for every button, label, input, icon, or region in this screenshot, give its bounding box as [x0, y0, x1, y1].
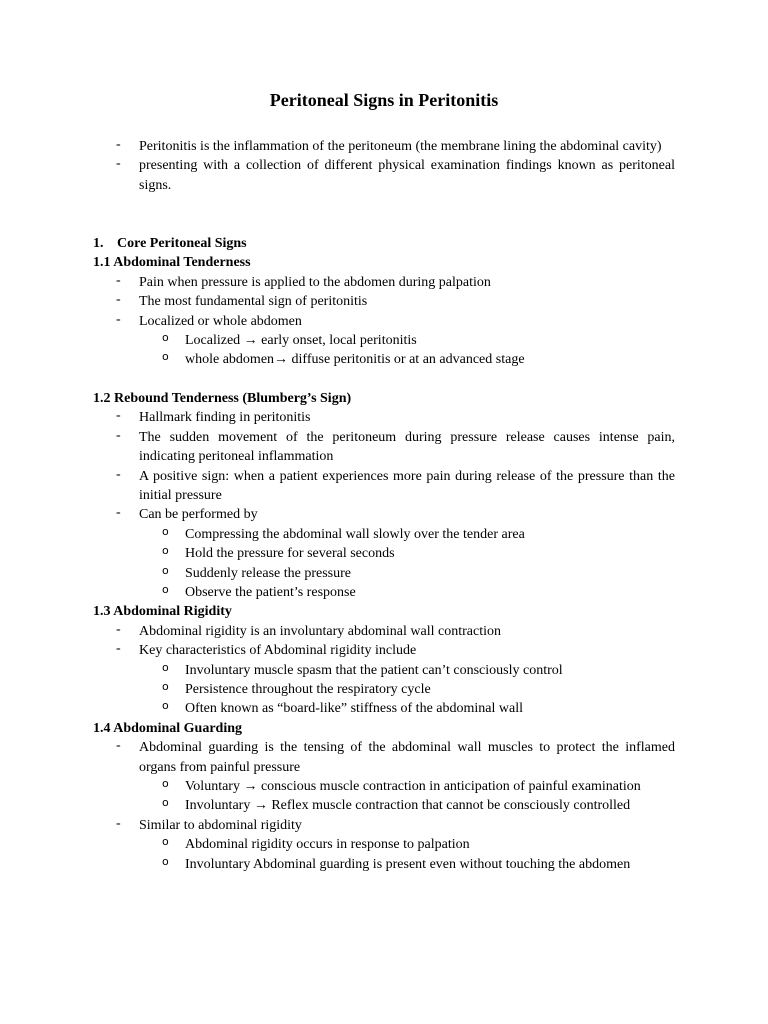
circle-marker: o — [162, 524, 169, 538]
list-item-text: The sudden movement of the peritoneum during pressure release causes intense pain, indicating peritoneal inflammation — [139, 429, 675, 465]
list-item-text: The most fundamental sign of peritonitis — [139, 294, 368, 310]
sub-list-item — [0, 544, 768, 563]
document-title: Peritoneal Signs in Peritonitis — [269, 90, 499, 110]
sub-list-item-text: Involuntary Abdominal guarding is present even without touching the abdomen — [185, 856, 631, 872]
sub-list-item — [0, 350, 768, 369]
circle-marker: o — [162, 660, 169, 674]
list-item-text: Can be performed by — [139, 507, 258, 523]
dash-marker: - — [116, 292, 121, 308]
dash-marker: - — [116, 621, 121, 637]
subsection-heading-rigidity: 1.3 Abdominal Rigidity — [93, 604, 232, 620]
list-item-text: Peritonitis is the inflammation of the peritoneum (the membrane lining the abdominal cavity) — [139, 139, 662, 154]
subsection-heading-rebound: 1.2 Rebound Tenderness (Blumberg’s Sign) — [93, 391, 352, 406]
subsection-heading-tenderness: 1.1 Abdominal Tenderness — [93, 255, 251, 271]
sub-list-item — [0, 835, 768, 854]
sub-list-item — [0, 796, 768, 815]
sub-list-item — [0, 564, 768, 583]
circle-marker: o — [162, 544, 169, 558]
dash-marker: - — [116, 311, 121, 327]
circle-marker: o — [162, 777, 169, 791]
sub-list-item-text: Compressing the abdominal wall slowly over the tender area — [185, 526, 525, 542]
list-item — [0, 408, 768, 427]
list-item — [0, 292, 768, 311]
circle-marker: o — [162, 835, 169, 849]
sub-list-item-text: Localized → early onset, local peritonitis — [185, 333, 417, 348]
dash-marker: - — [116, 466, 121, 482]
sub-list-item-text: Involuntary muscle spasm that the patient can’t consciously control — [185, 662, 563, 678]
dash-marker: - — [116, 738, 121, 754]
intro-list — [0, 137, 768, 195]
sub-list-item — [0, 777, 768, 796]
dash-marker: - — [116, 156, 121, 172]
list-item-text: Abdominal rigidity is an involuntary abdominal wall contraction — [139, 623, 501, 639]
list-item-text: Abdominal guarding is the tensing of the abdominal wall muscles to protect the inflamed organs from painful pressure — [139, 740, 675, 775]
sub-list-item — [0, 680, 768, 699]
sub-list-item — [0, 661, 768, 680]
list-item — [0, 816, 768, 835]
sub-list-item-text: Hold the pressure for several seconds — [185, 546, 395, 562]
dash-marker: - — [116, 427, 121, 443]
circle-marker: o — [162, 563, 169, 577]
sub-list-item-text: Often known as “board-like” stiffness of the abdominal wall — [185, 701, 523, 717]
sub-list-item-text: Voluntary → conscious muscle contraction in anticipation of painful examination — [185, 779, 641, 795]
sub-list-item — [0, 525, 768, 544]
list-item — [0, 641, 768, 660]
section-heading — [0, 234, 768, 253]
dash-marker: - — [116, 641, 121, 657]
list-item-text: presenting with a collection of different physical examination findings known as peritoneal signs. — [139, 158, 675, 193]
list-item — [0, 622, 768, 641]
section-remaining-signs — [0, 389, 768, 874]
circle-marker: o — [162, 680, 169, 694]
section-title: Core Peritoneal Signs — [117, 236, 247, 251]
list-item — [0, 467, 768, 506]
list-item — [0, 505, 768, 524]
dash-marker: - — [116, 137, 121, 152]
section-number: 1. — [93, 236, 104, 251]
circle-marker: o — [162, 699, 169, 713]
dash-marker: - — [116, 272, 121, 288]
list-item-text: A positive sign: when a patient experiences more pain during release of the pressure than the initial pressure — [139, 468, 675, 504]
list-item-text: Pain when pressure is applied to the abdomen during palpation — [139, 274, 491, 290]
list-item — [0, 738, 768, 777]
sub-list-item-text: Suddenly release the pressure — [185, 565, 351, 581]
list-item-text: Similar to abdominal rigidity — [139, 817, 302, 833]
list-item — [0, 428, 768, 467]
dash-marker: - — [116, 815, 121, 831]
list-item-text: Hallmark finding in peritonitis — [139, 410, 311, 426]
list-item — [0, 273, 768, 292]
list-item — [0, 312, 768, 331]
circle-marker: o — [162, 854, 169, 868]
list-item-text: Key characteristics of Abdominal rigidity include — [139, 643, 417, 659]
list-item — [0, 137, 768, 156]
sub-list-item-text: Persistence throughout the respiratory cycle — [185, 682, 431, 698]
section-core-signs — [0, 234, 768, 370]
sub-list-item-text: whole abdomen→ diffuse peritonitis or at an advanced stage — [185, 352, 525, 368]
circle-marker: o — [162, 350, 169, 364]
dash-marker: - — [116, 505, 121, 521]
list-item-text: Localized or whole abdomen — [139, 313, 302, 329]
dash-marker: - — [116, 408, 121, 424]
sub-list-item — [0, 583, 768, 602]
sub-list-item — [0, 855, 768, 874]
sub-list-item-text: Abdominal rigidity occurs in response to palpation — [185, 837, 470, 853]
sub-list-item-text: Involuntary → Reflex muscle contraction that cannot be consciously controlled — [185, 798, 631, 814]
sub-list-item-text: Observe the patient’s response — [185, 585, 356, 601]
circle-marker: o — [162, 583, 169, 597]
circle-marker: o — [162, 796, 169, 810]
sub-list-item — [0, 331, 768, 350]
sub-list-item — [0, 699, 768, 718]
subsection-heading-guarding: 1.4 Abdominal Guarding — [93, 720, 242, 736]
list-item — [0, 156, 768, 195]
circle-marker: o — [162, 331, 169, 344]
